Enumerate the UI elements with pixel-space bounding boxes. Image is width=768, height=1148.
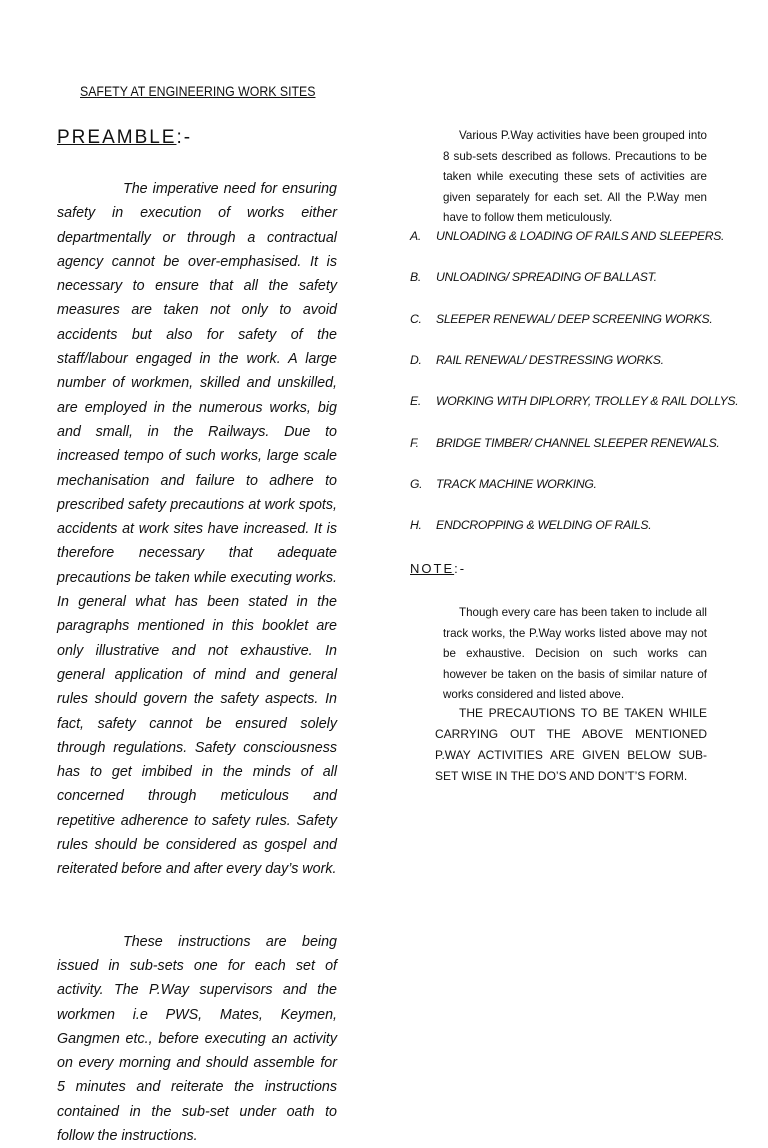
note-heading: [410, 561, 466, 576]
note-paragraph: Though every care has been taken to include all track works, the P.Way works listed above may not be exhaustive. Decision on such works can however be taken on the basis of similar nature of works considered and listed above.: [443, 606, 707, 702]
activity-text: WORKING WITH DIPLORRY, TROLLEY & RAIL DOLLYS.: [436, 394, 739, 409]
activity-letter: E.: [410, 394, 421, 409]
activity-letter: B.: [410, 270, 421, 285]
activity-text: UNLOADING & LOADING OF RAILS AND SLEEPERS.: [436, 229, 725, 243]
note-body: [443, 603, 707, 706]
activity-text: BRIDGE TIMBER/ CHANNEL SLEEPER RENEWALS.: [436, 435, 720, 450]
document-title: SAFETY AT ENGINEERING WORK SITES: [80, 83, 316, 99]
activity-letter: H.: [410, 518, 422, 533]
precautions-statement: [435, 703, 707, 787]
subsets-intro-paragraph: Various P.Way activities have been grouped into 8 sub-sets described as follows. Precautions to be taken while executing these sets of activities are given separately for each set. All the P.Way men have to follow them meticulously.: [443, 129, 707, 225]
preamble-body: [57, 177, 337, 1148]
activity-text: UNLOADING/ SPREADING OF BALLAST.: [436, 270, 657, 285]
preamble-paragraph-1: The imperative need for ensuring safety in execution of works either departmentally or through a contractual agency cannot be over-emphasised. It is necessary to ensure that all the safety measures are taken not only to avoid accidents but also for safety of the staff/labour engaged in the work. A large number of workmen, skilled and unskilled, are employed in the numerous works, big and small, in the Railways. Due to increased tempo of such works, large scale mechanisation and failure to adhere to prescribed safety precautions at work spots, accidents at work sites have increased. It is therefore necessary that adequate precautions be taken while executing works. In general what has been stated in the paragraphs mentioned in this booklet are only illustrative and not exhaustive. In general application of mind and general rules should govern the safety aspects. In fact, safety cannot be ensured solely through regulations. Safety consciousness has to get imbibed in the minds of all concerned through meticulous and repetitive adherence to safety rules. Safety rules should be considered as gospel and reiterated before and after every day’s work.: [57, 181, 337, 878]
preamble-heading-text: PREAMBLE: [57, 127, 177, 148]
activity-text: RAIL RENEWAL/ DESTRESSING WORKS.: [436, 352, 664, 367]
activity-letter: C.: [410, 311, 422, 326]
preamble-paragraph-2: These instructions are being issued in sub-sets one for each set of activity. The P.Way supervisors and the workmen i.e PWS, Mates, Keymen, Gangmen etc., before executing an activity on every morning and should assemble for 5 minutes and reiterate the instructions contained in the sub-set under oath to follow the instructions.: [57, 933, 337, 1144]
activity-text: SLEEPER RENEWAL/ DEEP SCREENING WORKS.: [436, 311, 713, 326]
activity-letter: F.: [410, 435, 419, 450]
activity-text: ENDCROPPING & WELDING OF RAILS.: [436, 518, 652, 533]
activity-text: TRACK MACHINE WORKING.: [436, 476, 597, 491]
note-heading-text: NOTE: [410, 561, 455, 576]
activity-letter: A.: [410, 229, 421, 243]
preamble-heading-suffix: :-: [176, 127, 193, 148]
note-heading-suffix: :-: [454, 561, 467, 576]
precautions-paragraph: THE PRECAUTIONS TO BE TAKEN WHILE CARRYING OUT THE ABOVE MENTIONED P.WAY ACTIVITIES ARE GIVEN BELOW SUB-SET WISE IN THE DO’S AND DON’T’S FORM.: [435, 706, 707, 783]
preamble-heading: [57, 127, 192, 149]
subsets-intro: [443, 126, 707, 229]
activity-letter: D.: [410, 352, 422, 367]
activity-letter: G.: [410, 476, 423, 491]
